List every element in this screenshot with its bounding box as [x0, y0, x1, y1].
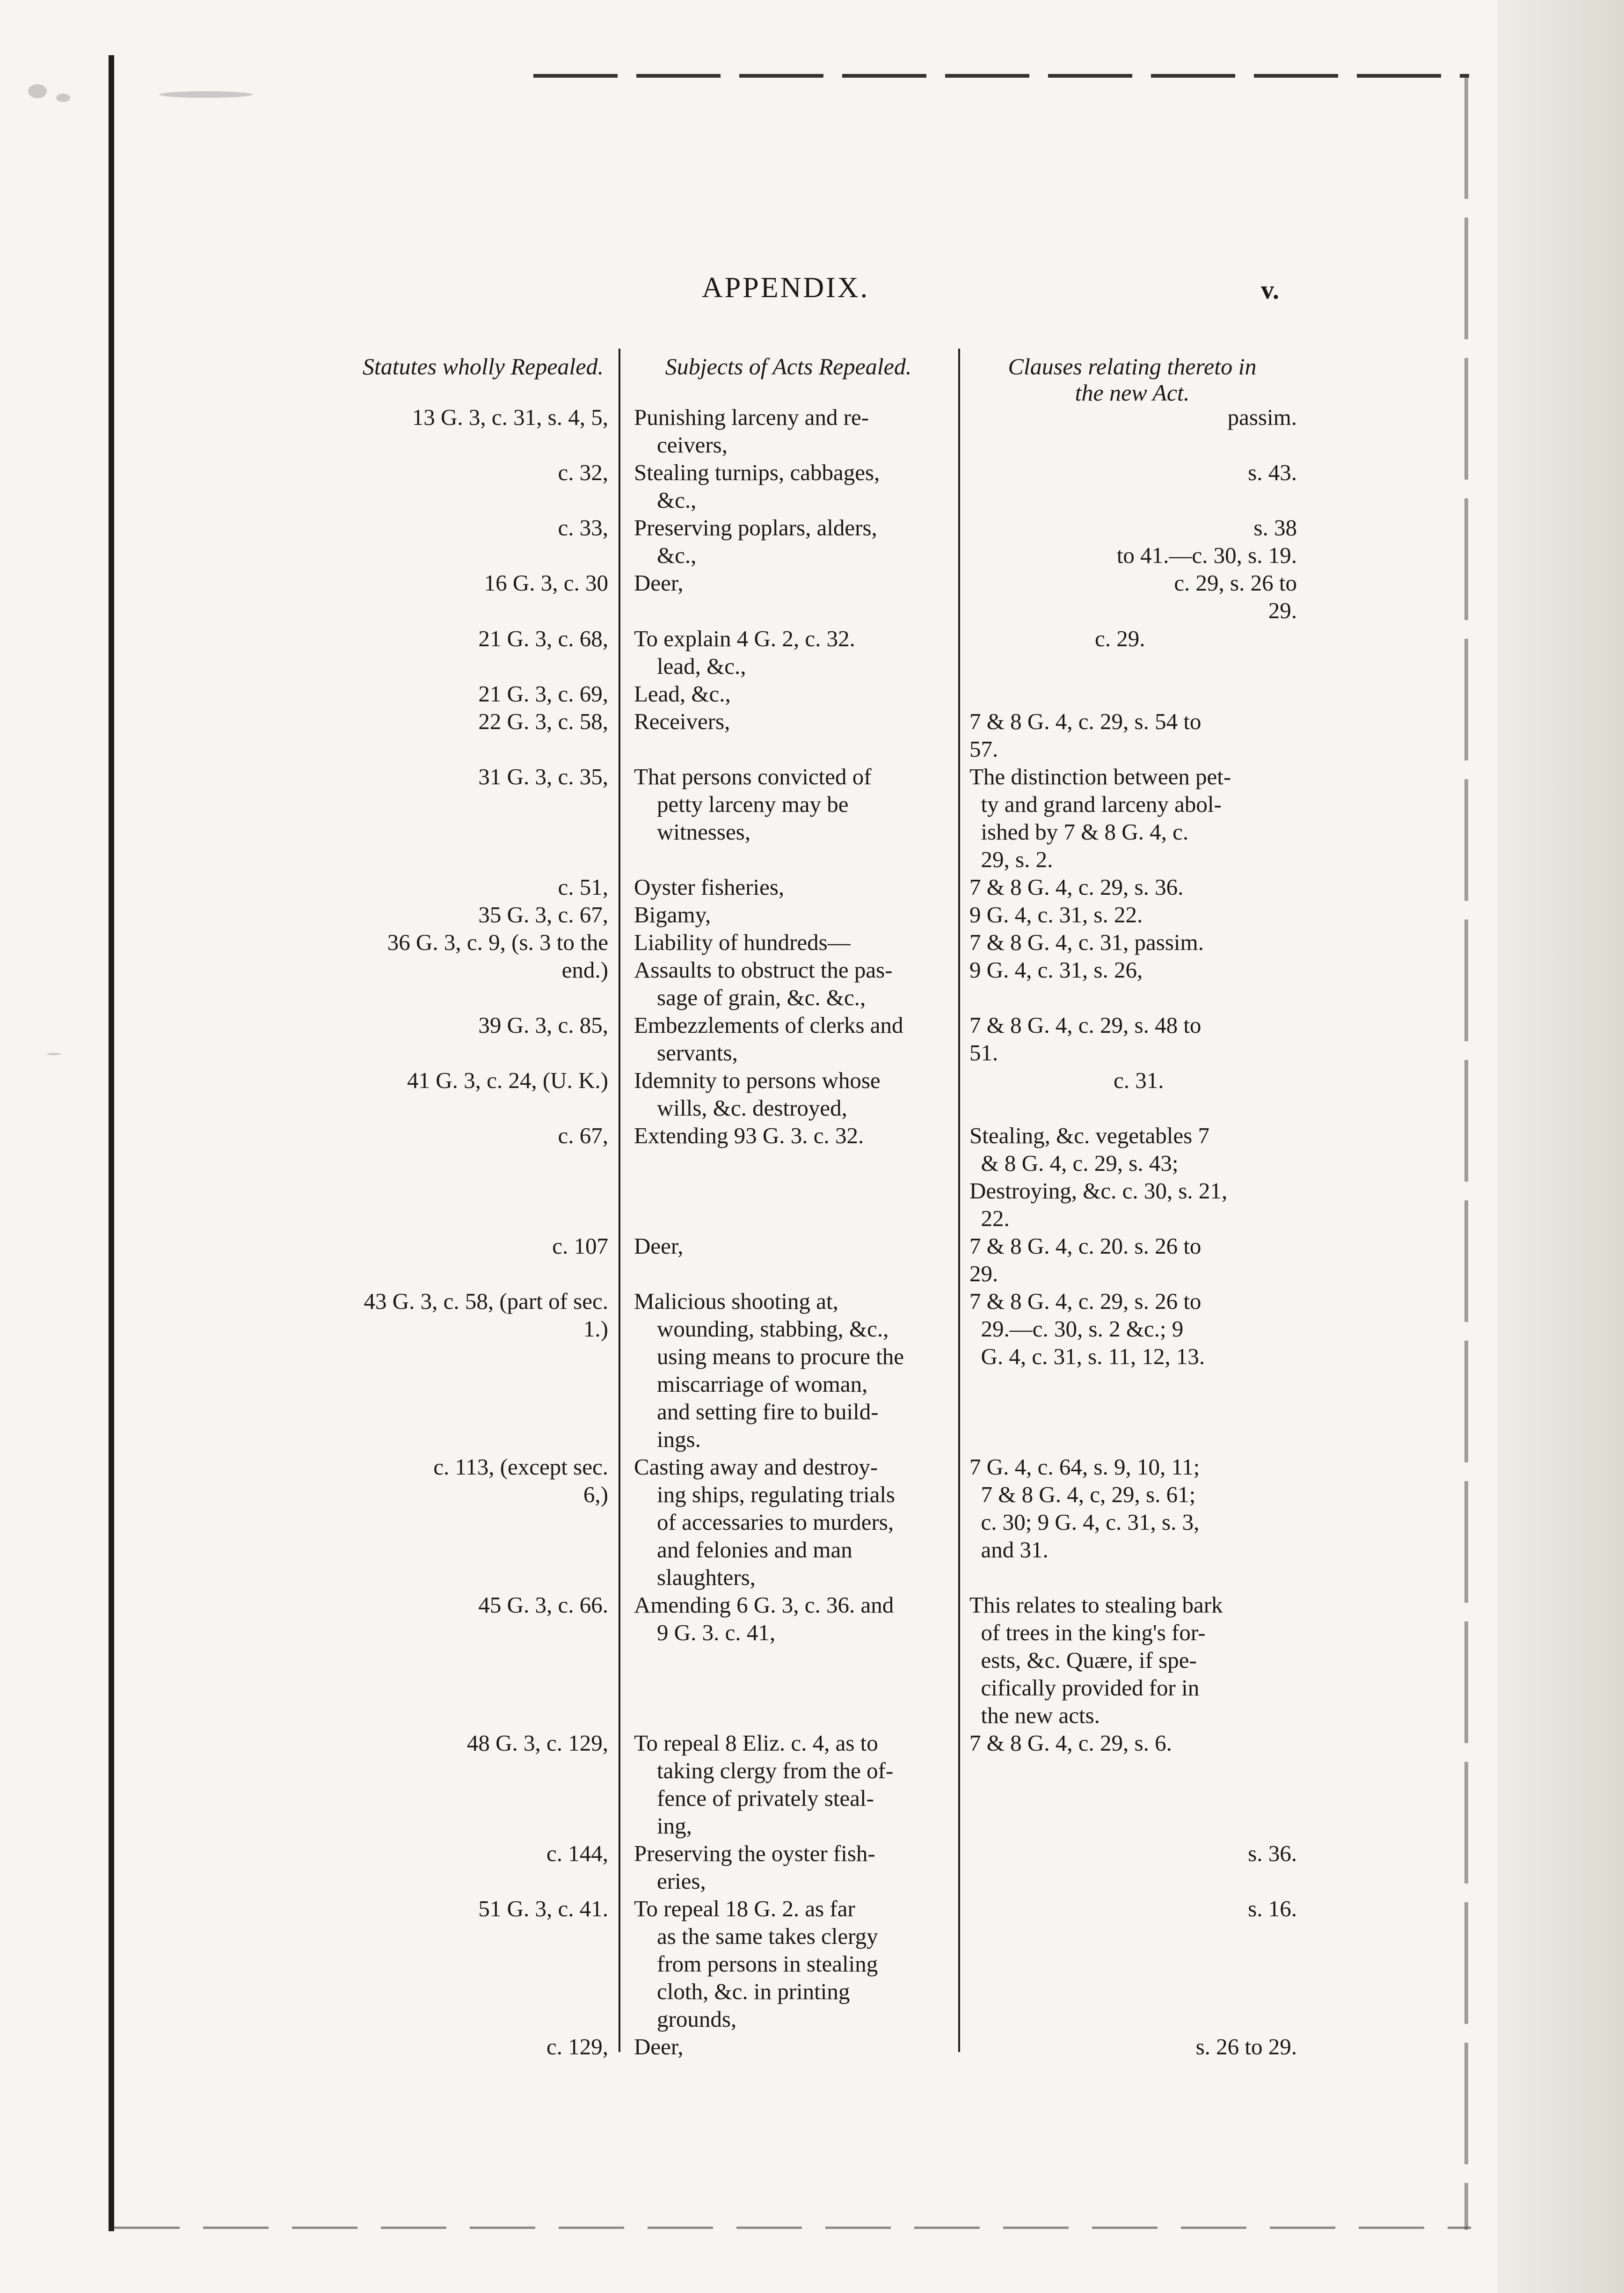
statute-cell: 45 G. 3, c. 66. — [478, 1592, 608, 1618]
subject-cell: Deer, — [634, 1233, 684, 1259]
subject-cell: Lead, &c., — [634, 681, 731, 707]
column-headers — [0, 353, 1624, 409]
statute-cell: c. 113, (except sec. 6,) — [433, 1454, 608, 1507]
page-title: APPENDIX. — [702, 272, 870, 304]
clause-cell: 7 G. 4, c. 64, s. 9, 10, 11; 7 & 8 G. 4, c, 29, s. 61; c. 30; 9 G. 4, c. 31, s. 3, and 31. — [969, 1454, 1200, 1563]
statute-cell: c. 32, — [558, 460, 608, 485]
subject-cell: Malicious shooting at, wounding, stabbing, &c., using means to procure the miscarriage of woman, and setting fire to build- ings. — [634, 1288, 904, 1452]
clause-cell: 7 & 8 G. 4, c. 29, s. 48 to 51. — [969, 1012, 1202, 1066]
clause-cell: c. 29, s. 26 to 29. — [1174, 570, 1297, 623]
clause-cell: 7 & 8 G. 4, c. 29, s. 26 to 29.—c. 30, s. 2 &c.; 9 G. 4, c. 31, s. 11, 12, 13. — [969, 1288, 1205, 1369]
subject-cell: That persons convicted of petty larceny may be witnesses, — [634, 764, 872, 845]
page-edge-shadow — [1497, 0, 1624, 2293]
statute-cell: 31 G. 3, c. 35, — [478, 764, 608, 789]
subject-cell: Liability of hundreds— Assaults to obstruct the pas- sage of grain, &c. &c., — [634, 929, 893, 1010]
clause-cell: c. 31. — [1114, 1067, 1164, 1093]
subject-cell: To repeal 18 G. 2. as far as the same takes clergy from persons in stealing cloth, &c. in printing grounds, — [634, 1896, 878, 2032]
clause-cell: s. 43. — [1248, 460, 1297, 485]
clause-cell: 7 & 8 G. 4, c. 29, s. 36. — [969, 874, 1184, 900]
clause-cell: 7 & 8 G. 4, c. 31, passim. 9 G. 4, c. 31, s. 26, — [969, 929, 1204, 983]
page-header — [0, 271, 1624, 314]
subject-cell: Preserving the oyster fish- eries, — [634, 1840, 875, 1894]
statute-cell: c. 51, — [558, 874, 608, 900]
clause-cell: This relates to stealing bark of trees in the king's for- ests, &c. Quære, if spe- cifically provided for in the new acts. — [969, 1592, 1223, 1728]
clause-cell: passim. — [1227, 404, 1297, 430]
page-number: v. — [1261, 276, 1279, 305]
statute-cell: 39 G. 3, c. 85, — [478, 1012, 608, 1038]
subject-cell: Casting away and destroy- ing ships, regulating trials of accessaries to murders, and felonies and man slaughters, — [634, 1454, 895, 1590]
statute-cell: 21 G. 3, c. 69, — [478, 681, 608, 707]
statute-cell: 51 G. 3, c. 41. — [478, 1896, 608, 1921]
clause-cell: s. 36. — [1248, 1840, 1297, 1866]
clause-cell: 9 G. 4, c. 31, s. 22. — [969, 902, 1143, 927]
statute-cell: 48 G. 3, c. 129, — [466, 1730, 608, 1756]
subject-cell: Punishing larceny and re- ceivers, — [634, 404, 869, 458]
clause-cell: Stealing, &c. vegetables 7 & 8 G. 4, c. 29, s. 43; Destroying, &c. c. 30, s. 21, 22. — [969, 1123, 1228, 1231]
scan-speckle — [159, 91, 253, 98]
clause-cell: s. 26 to 29. — [1195, 2034, 1297, 2059]
subject-cell: To repeal 8 Eliz. c. 4, as to taking clergy from the of- fence of privately steal- ing, — [634, 1730, 894, 1839]
subject-cell: Amending 6 G. 3, c. 36. and 9 G. 3. c. 41, — [634, 1592, 894, 1645]
top-edge — [533, 74, 1469, 78]
subject-cell: Bigamy, — [634, 902, 711, 927]
column-header-statutes: Statutes wholly Repealed. — [362, 353, 604, 380]
bottom-edge — [114, 2227, 1471, 2229]
statute-cell: c. 33, — [558, 515, 608, 540]
subject-cell: Extending 93 G. 3. c. 32. — [634, 1123, 864, 1148]
statute-cell: 16 G. 3, c. 30 — [484, 570, 608, 596]
clause-cell: s. 16. — [1248, 1896, 1297, 1921]
statute-cell: 13 G. 3, c. 31, s. 4, 5, — [412, 404, 608, 430]
subject-cell: Stealing turnips, cabbages, &c., — [634, 460, 880, 513]
scan-speckle — [28, 84, 47, 98]
column-header-clauses: Clauses relating thereto in the new Act. — [1008, 353, 1257, 406]
column-rule-left — [619, 349, 620, 2052]
subject-cell: Embezzlements of clerks and servants, — [634, 1012, 903, 1066]
subject-cell: Idemnity to persons whose wills, &c. destroyed, — [634, 1067, 881, 1121]
clause-cell: 7 & 8 G. 4, c. 29, s. 54 to 57. — [969, 708, 1202, 762]
statute-cell: c. 129, — [546, 2034, 608, 2059]
clause-cell: c. 29. — [1095, 626, 1145, 651]
column-header-subjects: Subjects of Acts Repealed. — [665, 353, 912, 380]
subject-cell: Oyster fisheries, — [634, 874, 785, 900]
statute-cell: c. 67, — [558, 1123, 608, 1148]
statute-cell: 41 G. 3, c. 24, (U. K.) — [407, 1067, 608, 1093]
clause-cell: 7 & 8 G. 4, c. 29, s. 6. — [969, 1730, 1172, 1756]
statute-cell: 36 G. 3, c. 9, (s. 3 to the end.) — [387, 929, 608, 983]
subject-cell: Deer, — [634, 2034, 684, 2059]
subject-cell: To explain 4 G. 2, c. 32. lead, &c., — [634, 626, 855, 679]
statute-cell: 21 G. 3, c. 68, — [478, 626, 608, 651]
subject-cell: Preserving poplars, alders, &c., — [634, 515, 877, 568]
subject-cell: Receivers, — [634, 708, 730, 734]
scan-speckle — [47, 1053, 61, 1055]
clause-cell: 7 & 8 G. 4, c. 20. s. 26 to 29. — [969, 1233, 1202, 1286]
statute-cell: c. 107 — [552, 1233, 608, 1259]
clause-cell: s. 38 to 41.—c. 30, s. 19. — [1116, 515, 1297, 568]
statute-cell: 22 G. 3, c. 58, — [478, 708, 608, 734]
scan-speckle — [56, 94, 70, 102]
statute-cell: c. 144, — [546, 1840, 608, 1866]
clause-cell: The distinction between pet- ty and grand larceny abol- ished by 7 & 8 G. 4, c. 29, s. 2. — [969, 764, 1231, 872]
statute-cell: 35 G. 3, c. 67, — [478, 902, 608, 927]
subject-cell: Deer, — [634, 570, 684, 596]
statute-cell: 43 G. 3, c. 58, (part of sec. 1.) — [364, 1288, 608, 1342]
